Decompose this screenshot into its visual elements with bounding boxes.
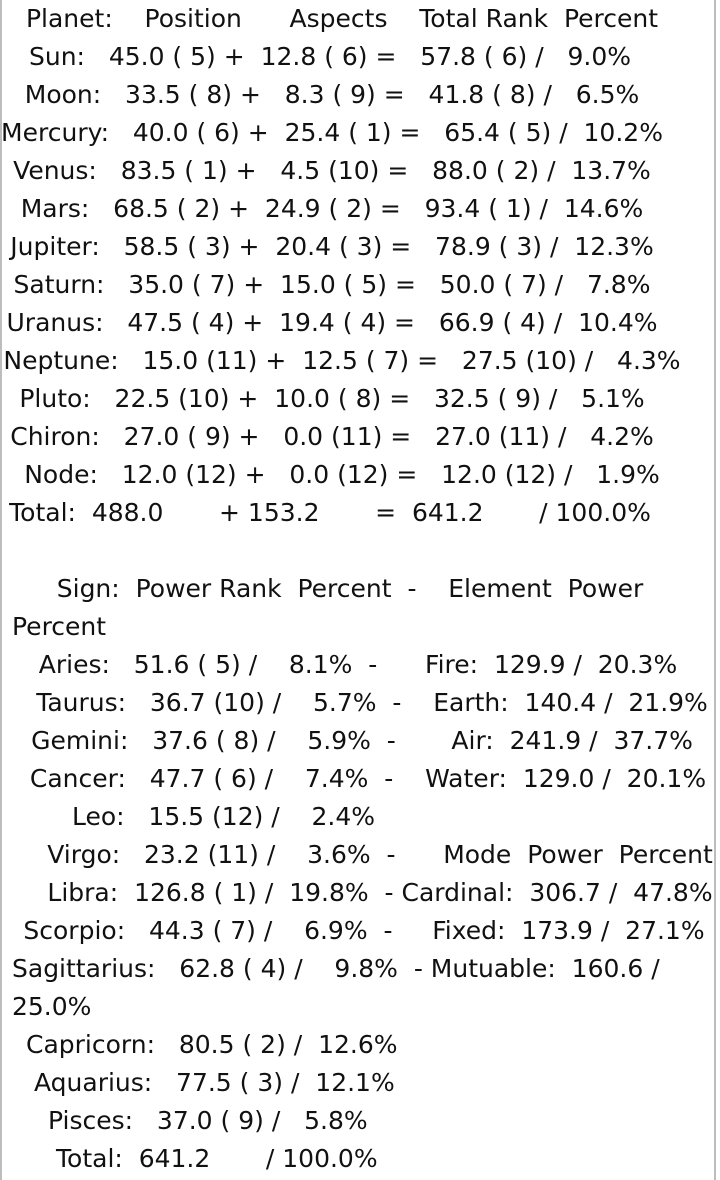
sign-row-gemini: Gemini: 37.6 ( 8) / 5.9% - Air: 241.9 / 37.7% — [31, 726, 693, 755]
planet-row-venus: Venus: 83.5 ( 1) + 4.5 (10) = 88.0 ( 2) / 13.7% — [13, 156, 651, 185]
sign-row-aries: Aries: 51.6 ( 5) / 8.1% - Fire: 129.9 / 20.3% — [38, 650, 678, 679]
sign-row-virgo: Virgo: 23.2 (11) / 3.6% - Mode Power Percent — [47, 840, 713, 869]
planet-row-uranus: Uranus: 47.5 ( 4) + 19.4 ( 4) = 66.9 ( 4) / 10.4% — [6, 308, 658, 337]
sign-row-taurus: Taurus: 36.7 (10) / 5.7% - Earth: 140.4 / 21.9% — [36, 688, 708, 717]
sign-row-aquarius: Aquarius: 77.5 ( 3) / 12.1% — [34, 1068, 395, 1097]
planet-table-header: Planet: Position Aspects Total Rank Percent — [25, 4, 659, 33]
sign-row-sagittarius-wrap: 25.0% — [12, 992, 92, 1021]
planet-row-pluto: Pluto: 22.5 (10) + 10.0 ( 8) = 32.5 ( 9) / 5.1% — [19, 384, 645, 413]
sign-table-total: Total: 641.2 / 100.0% — [56, 1144, 378, 1173]
planet-row-moon: Moon: 33.5 ( 8) + 8.3 ( 9) = 41.8 ( 8) / 6.5% — [24, 80, 640, 109]
sign-table-header-wrap: Percent — [12, 612, 107, 641]
sign-row-scorpio: Scorpio: 44.3 ( 7) / 6.9% - Fixed: 173.9 / 27.1% — [23, 916, 705, 945]
sign-row-cancer: Cancer: 47.7 ( 6) / 7.4% - Water: 129.0 / 20.1% — [29, 764, 707, 793]
planet-row-mercury: Mercury: 40.0 ( 6) + 25.4 ( 1) = 65.4 ( 5) / 10.2% — [1, 118, 663, 147]
planet-row-saturn: Saturn: 35.0 ( 7) + 15.0 ( 5) = 50.0 ( 7) / 7.8% — [13, 270, 651, 299]
sign-row-capricorn: Capricorn: 80.5 ( 2) / 12.6% — [26, 1030, 398, 1059]
planet-row-chiron: Chiron: 27.0 ( 9) + 0.0 (11) = 27.0 (11) / 4.2% — [10, 422, 654, 451]
planet-row-neptune: Neptune: 15.0 (11) + 12.5 ( 7) = 27.5 (10) / 4.3% — [3, 346, 681, 375]
planet-table-total: Total: 488.0 + 153.2 = 641.2 / 100.0% — [9, 498, 651, 527]
sign-row-libra: Libra: 126.8 ( 1) / 19.8% - Cardinal: 306.7 / 47.8% — [47, 878, 713, 907]
planet-row-sun: Sun: 45.0 ( 5) + 12.8 ( 6) = 57.8 ( 6) / 9.0% — [29, 42, 631, 71]
sign-row-pisces: Pisces: 37.0 ( 9) / 5.8% — [48, 1106, 368, 1135]
sign-row-sagittarius: Sagittarius: 62.8 ( 4) / 9.8% - Mutuable: 160.6 / — [12, 954, 660, 983]
sign-table-header: Sign: Power Rank Percent - Element Power — [56, 574, 644, 603]
sign-row-leo: Leo: 15.5 (12) / 2.4% — [72, 802, 376, 831]
planet-row-node: Node: 12.0 (12) + 0.0 (12) = 12.0 (12) / 1.9% — [24, 460, 660, 489]
planet-row-jupiter: Jupiter: 58.5 ( 3) + 20.4 ( 3) = 78.9 ( 3) / 12.3% — [10, 232, 654, 261]
planet-row-mars: Mars: 68.5 ( 2) + 24.9 ( 2) = 93.4 ( 1) / 14.6% — [20, 194, 644, 223]
